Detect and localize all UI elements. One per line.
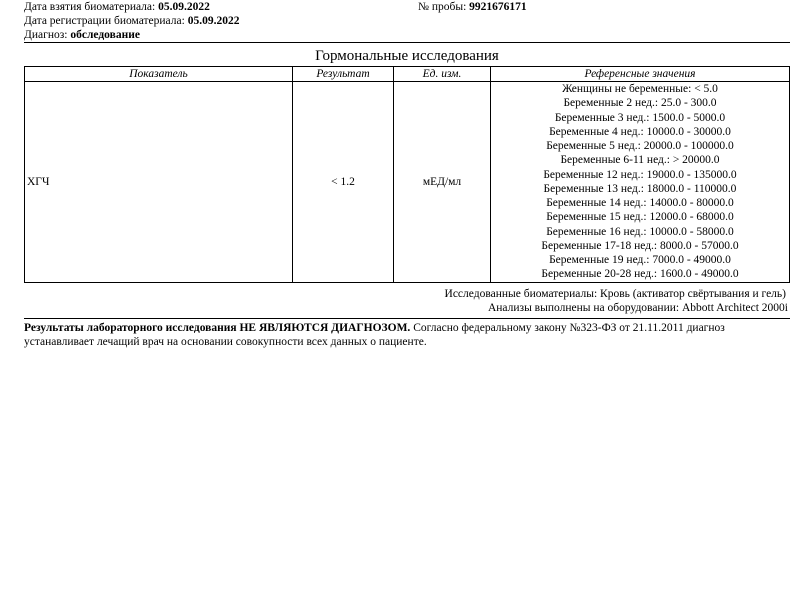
results-table [24,66,790,283]
reference-line: Беременные 2 нед.: 25.0 - 300.0 [563,97,717,110]
registration-date-line [24,14,239,28]
registration-date-label: Дата регистрации биоматериала: [24,15,185,27]
reference-line: Беременные 6-11 нед.: > 20000.0 [560,154,720,167]
reference-line: Женщины не беременные: < 5.0 [562,83,718,95]
reference-line: Беременные 14 нед.: 14000.0 - 80000.0 [546,197,734,209]
sample-meta [24,0,239,42]
reference-line: Беременные 15 нед.: 12000.0 - 68000.0 [546,211,734,224]
unit-cell: мЕД/мл [394,82,491,283]
result-cell: < 1.2 [293,82,394,283]
table-row [25,82,790,283]
disclaimer-bold: Результаты лабораторного исследования НЕ ЯВЛЯЮТСЯ ДИАГНОЗОМ. [24,322,411,334]
reference-line: Беременные 3 нед.: 1500.0 - 5000.0 [554,111,726,124]
header-divider [24,42,790,43]
reference-line: Беременные 5 нед.: 20000.0 - 100000.0 [546,140,734,152]
registration-date-value: 05.09.2022 [187,15,240,27]
column-header-reference: Референсные значения [491,67,790,82]
equipment-note: Анализы выполнены на оборудовании: Abbott Architect 2000i [487,302,788,314]
reference-line: Беременные 13 нед.: 18000.0 - 110000.0 [543,182,737,195]
sample-number-label: № пробы: [418,1,467,13]
column-header-result: Результат [293,67,394,82]
column-header-unit: Ед. изм. [394,67,491,82]
footer-divider [24,318,790,319]
biomaterials-note: Исследованные биоматериалы: Кровь (активатор свёртывания и гель) [444,288,786,300]
diagnosis-line [24,28,239,42]
collection-date-label: Дата взятия биоматериала: [24,1,156,13]
collection-date-line [24,0,239,14]
reference-line: Беременные 16 нед.: 10000.0 - 58000.0 [546,225,734,238]
disclaimer [24,321,790,349]
reference-cell [491,82,790,283]
disclaimer-text: Согласно федеральному закону №323-ФЗ от 21.11.2011 диагноз устанавливает лечащий врач на основании совокупности всех данных о пациенте. [24,322,725,348]
reference-line: Беременные 19 нед.: 7000.0 - 49000.0 [549,254,731,266]
reference-line: Беременные 20-28 нед.: 1600.0 - 49000.0 [541,268,739,281]
column-header-indicator: Показатель [25,67,293,82]
reference-line: Беременные 4 нед.: 10000.0 - 30000.0 [549,125,731,138]
table-header-row [25,67,790,82]
diagnosis-value: обследование [70,29,140,41]
section-title: Гормональные исследования [315,48,499,64]
reference-line: Беременные 12 нед.: 19000.0 - 135000.0 [543,168,737,181]
sample-number-value: 9921676171 [469,1,527,13]
reference-line: Беременные 17-18 нед.: 8000.0 - 57000.0 [541,239,739,252]
collection-date-value: 05.09.2022 [158,1,210,13]
indicator-cell: ХГЧ [25,82,293,283]
sample-number-line [418,0,527,14]
diagnosis-label: Диагноз: [24,29,68,41]
